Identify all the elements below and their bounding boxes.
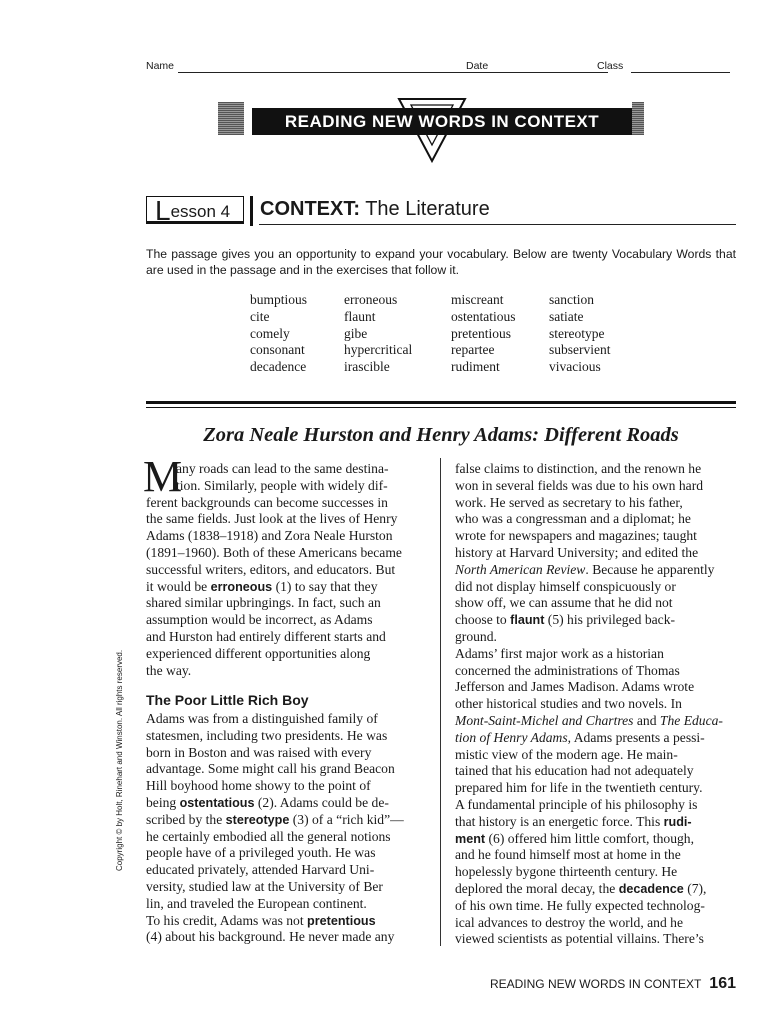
text-line: won in several fields was due to his own hard xyxy=(455,477,704,493)
footer-label: READING NEW WORDS IN CONTEXT xyxy=(489,977,702,991)
copyright-text: Copyright © by Holt, Rinehart and Winston. All rights reserved. xyxy=(115,649,124,871)
text-line: the way. xyxy=(146,662,192,678)
lesson-divider xyxy=(250,196,253,226)
section-rule-thick xyxy=(146,401,736,404)
text-line: tion. Similarly, people with widely dif- xyxy=(176,477,388,493)
text-line: Mont-Saint-Michel and Chartres and The Educa- xyxy=(455,712,723,728)
text-line: (4) about his background. He never made any xyxy=(146,929,395,945)
text-line: assumption would be incorrect, as Adams xyxy=(146,612,373,628)
page-number: 161 xyxy=(709,975,736,992)
text-line: viewed scientists as potential villains. There’s xyxy=(455,931,704,947)
vocab-term: decadence xyxy=(618,881,684,896)
text-line: shared similar upbringings. In fact, such an xyxy=(146,595,381,611)
text-line: educated privately, attended Harvard Uni- xyxy=(146,862,375,878)
text-line: Adams was from a distinguished family of xyxy=(146,711,378,726)
text-line: (1891–1960). Both of these Americans became xyxy=(146,544,402,560)
text-line: ground. xyxy=(455,628,497,644)
banner-right-texture xyxy=(632,102,644,135)
vocab-term: stereotype xyxy=(225,812,290,827)
italic-title: The Educa- xyxy=(659,712,723,728)
copyright-notice xyxy=(104,615,124,875)
context-title xyxy=(260,198,490,221)
text-line: scribed by the stereotype (3) of a “rich kid”— xyxy=(146,811,404,827)
context-label: CONTEXT: xyxy=(260,198,360,220)
column-divider xyxy=(440,458,441,946)
text-line: the same fields. Just look at the lives of Henry xyxy=(146,511,398,527)
text-line: prepared him for life in the twentieth century. xyxy=(455,780,703,796)
text-line: choose to flaunt (5) his privileged back- xyxy=(455,612,676,628)
text-line: statesmen, including two presidents. He was xyxy=(146,727,388,743)
vocab-term: flaunt xyxy=(510,613,545,628)
text-line: deplored the moral decay, the decadence (7), xyxy=(455,880,707,896)
text-line: people have of a privileged youth. He was xyxy=(146,845,376,861)
vocab-word: decadence xyxy=(250,359,307,375)
text-line: To his credit, Adams was not pretentious xyxy=(146,912,376,928)
class-label: Class xyxy=(597,60,624,72)
vocab-word: stereotype xyxy=(549,325,605,341)
vocabulary-column-2 xyxy=(344,292,412,376)
class-rule xyxy=(631,72,730,73)
text-line: A fundamental principle of his philosophy is xyxy=(455,796,698,812)
right-column-text xyxy=(455,461,723,948)
vocab-word: irascible xyxy=(344,359,390,375)
vocab-word: comely xyxy=(250,325,290,341)
text-line: tained that his education had not adequately xyxy=(455,763,694,779)
italic-title: North American Review xyxy=(455,561,586,577)
vocab-word: ostentatious xyxy=(451,308,516,324)
vocab-word: miscreant xyxy=(451,292,504,307)
text-line: being ostentatious (2). Adams could be de- xyxy=(146,794,389,810)
text-line: false claims to distinction, and the renown he xyxy=(455,461,702,476)
text-line: successful writers, editors, and educators. But xyxy=(146,561,396,577)
vocabulary-column-4 xyxy=(549,292,611,376)
name-label: Name xyxy=(146,60,175,72)
vocab-term: ment xyxy=(455,831,486,846)
italic-title: tion of Henry Adams xyxy=(455,729,568,745)
text-line: any roads can lead to the same destina- xyxy=(176,461,389,476)
text-line: lin, and traveled the European continent. xyxy=(146,895,367,911)
text-line: North American Review. Because he apparently xyxy=(455,561,715,577)
text-line: Jefferson and James Madison. Adams wrote xyxy=(455,679,695,695)
banner-title: READING NEW WORDS IN CONTEXT xyxy=(252,108,632,135)
vocab-word: bumptious xyxy=(250,292,308,307)
text-line: did not display himself conspicuously or xyxy=(455,578,676,594)
vocab-word: rudiment xyxy=(451,359,500,375)
vocab-word: repartee xyxy=(451,342,495,358)
text-line: other historical studies and two novels. In xyxy=(455,696,682,712)
text-line: Adams’ first major work as a historian xyxy=(455,645,664,661)
lesson-number xyxy=(146,196,244,224)
date-label: Date xyxy=(466,60,489,72)
text-line: work. He served as secretary to his father, xyxy=(455,494,683,510)
context-subtitle: The Literature xyxy=(360,198,490,220)
vocab-term: rudi- xyxy=(663,814,692,829)
story-title: Zora Neale Hurston and Henry Adams: Different Roads xyxy=(203,424,679,446)
date-rule xyxy=(494,72,592,73)
text-line: show off, we can assume that he did not xyxy=(455,595,673,611)
text-line: that history is an energetic force. This rudi- xyxy=(455,813,692,829)
lesson-letter: L xyxy=(155,195,171,226)
text-line: wrote for newspapers and magazines; taught xyxy=(455,528,697,544)
name-date-class-line xyxy=(146,60,730,76)
text-line: mistic view of the modern age. He main- xyxy=(455,746,678,762)
left-column-paragraph-1 xyxy=(146,461,402,679)
vocab-word: pretentious xyxy=(451,325,511,341)
text-line: tion of Henry Adams, Adams presents a pessi- xyxy=(455,729,705,745)
vocabulary-column-1 xyxy=(250,292,307,376)
left-column-paragraph-2 xyxy=(146,711,404,946)
text-line: who was a congressman and a diplomat; he xyxy=(455,511,691,527)
context-rule xyxy=(259,224,736,225)
italic-title: Mont-Saint-Michel and Chartres xyxy=(455,712,634,728)
vocab-term: erroneous xyxy=(210,579,273,594)
text-line: versity, studied law at the University of Ber xyxy=(146,878,383,894)
vocab-word: satiate xyxy=(549,308,584,324)
lesson-rest: esson 4 xyxy=(170,202,231,221)
text-line: he certainly embodied all the general notions xyxy=(146,828,391,844)
vocab-word: flaunt xyxy=(344,308,376,324)
vocab-word: cite xyxy=(250,308,270,324)
text-line: experienced different opportunities along xyxy=(146,645,371,661)
vocab-word: vivacious xyxy=(549,359,601,375)
text-line: born in Boston and was raised with every xyxy=(146,744,372,760)
vocab-word: subservient xyxy=(549,342,611,358)
text-line: concerned the administrations of Thomas xyxy=(455,662,680,678)
vocab-word: erroneous xyxy=(344,292,398,307)
vocabulary-column-3 xyxy=(451,292,516,376)
vocab-word: gibe xyxy=(344,325,368,341)
text-line: and Hurston had entirely different starts and xyxy=(146,628,386,644)
text-line: Hill boyhood home showy to the point of xyxy=(146,778,371,794)
text-line: advantage. Some might call his grand Beacon xyxy=(146,761,395,777)
text-line: history at Harvard University; and edited the xyxy=(455,544,699,560)
text-line: ical advances to destroy the world, and he xyxy=(455,914,683,930)
section-rule-thin xyxy=(146,407,736,408)
drop-cap: M xyxy=(143,452,183,501)
text-line: ment (6) offered him little comfort, though, xyxy=(455,830,694,846)
intro-paragraph: The passage gives you an opportunity to expand your vocabulary. Below are twenty Vocabulary Words that are used in the passage and in the exercises that follow it. xyxy=(146,247,736,277)
text-line: hopelessly bygone thirteenth century. He xyxy=(455,864,678,880)
vocab-term: pretentious xyxy=(307,913,376,928)
vocab-word: consonant xyxy=(250,342,305,358)
vocab-word: sanction xyxy=(549,292,594,307)
text-line: and he found himself most at home in the xyxy=(455,847,681,863)
vocab-word: hypercritical xyxy=(344,342,413,358)
text-line: ferent backgrounds can become successes in xyxy=(146,494,388,510)
text-line: Adams (1838–1918) and Zora Neale Hurston xyxy=(146,528,393,544)
vocab-term: ostentatious xyxy=(179,795,255,810)
page-footer xyxy=(460,975,736,993)
banner-left-texture xyxy=(218,102,244,135)
text-line: of his own time. He fully expected technolog- xyxy=(455,897,705,913)
text-line: it would be erroneous (1) to say that they xyxy=(146,578,378,594)
subhead: The Poor Little Rich Boy xyxy=(146,692,309,708)
